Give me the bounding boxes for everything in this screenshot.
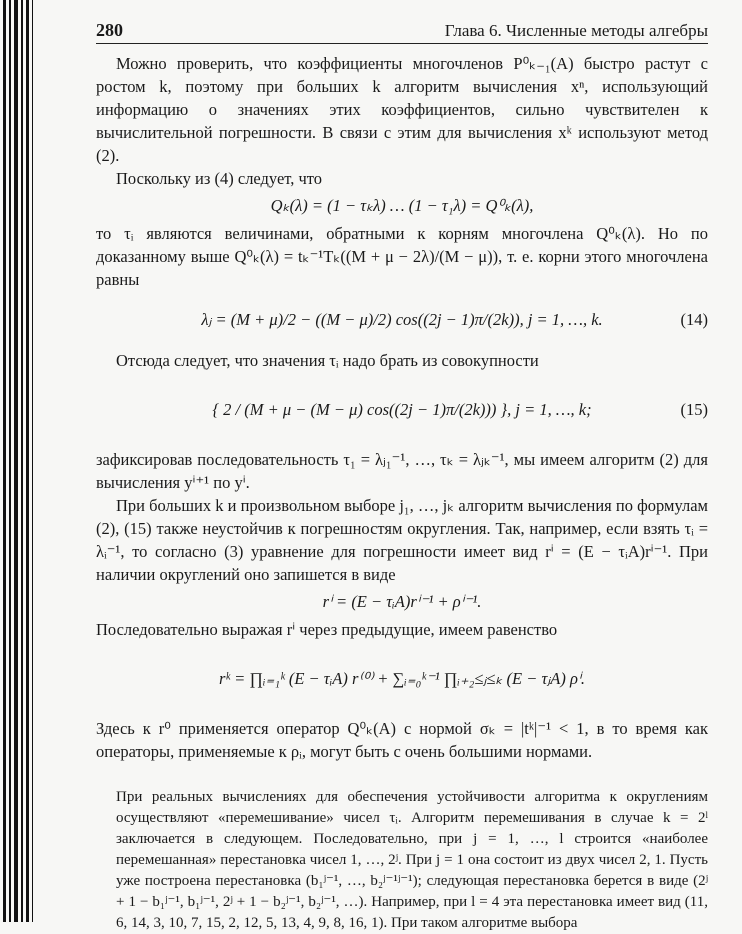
equation-rk: rᵏ = ∏ᵢ₌₁ᵏ (E − τᵢA) r⁽⁰⁾ + ∑ᵢ₌₀ᵏ⁻¹ ∏ᵢ₊₂≤ⱼ≤ₖ (E − τⱼA) ρⁱ. (218, 669, 585, 688)
equation-14 (96, 297, 708, 343)
equation-14-body: λⱼ = (M + μ)/2 − ((M − μ)/2) cos((2j − 1)π/(2k)), j = 1, …, k. (201, 310, 603, 329)
equation-14-tag: (14) (680, 310, 708, 329)
page-number: 280 (96, 20, 123, 40)
equation-r: rⁱ = (E − τᵢA)rⁱ⁻¹ + ρⁱ⁻¹. (322, 592, 482, 611)
equation-15-tag: (15) (680, 400, 708, 419)
paragraph-fix-sequence: зафиксировав последовательность τ₁ = λⱼ₁⁻¹, …, τₖ = λⱼₖ⁻¹, мы имеем алгоритм (2) для вычисления yⁱ⁺¹ по yⁱ. (96, 450, 708, 492)
equation-q: Qₖ(λ) = (1 − τₖλ) … (1 − τ₁λ) = Q⁰ₖ(λ), (270, 196, 534, 215)
paragraph-expressing: Последовательно выражая rⁱ через предыдущие, имеем равенство (96, 620, 558, 639)
running-header (96, 20, 708, 44)
paragraph-since: Поскольку из (4) следует, что (116, 169, 323, 188)
chapter-title: Глава 6. Численные методы алгебры (444, 21, 708, 40)
equation-15 (96, 378, 708, 442)
paragraph-tau-set: Отсюда следует, что значения τᵢ надо брать из совокупности (116, 351, 539, 370)
paragraph-coefficients: Можно проверить, что коэффициенты многочленов P⁰ₖ₋₁(A) быстро растут с ростом k, поэтому при больших k алгоритм вычисления xⁿ, использующий информацию о значениях этих коэффициентов, сильно чувствителен к вычислительной погрешности. В связи с этим для вычисления xᵏ используют метод (2). (96, 54, 708, 165)
equation-15-body: { 2 / (M + μ − (M − μ) cos((2j − 1)π/(2k))) }, j = 1, …, k; (212, 400, 592, 419)
page (96, 20, 708, 934)
book-spine-shadow (0, 0, 40, 922)
paragraph-operator: Здесь к r⁰ применяется оператор Q⁰ₖ(A) с нормой σₖ = |tᵏ|⁻¹ < 1, в то время как операторы, применяемые к ρᵢ, могут быть с очень большими нормами. (96, 719, 708, 761)
note-shuffling: При реальных вычислениях для обеспечения устойчивости алгоритма к округлениям осуществляют «перемешивание» чисел τᵢ. Алгоритм перемешивания в случае k = 2ˡ заключается в следующем. Последовательно, при j = 1, …, l строится «наиболее перемешанная» перестановка чисел 1, …, 2ʲ. При j = 1 она состоит из двух чисел 2, 1. Пусть уже построена перестановка (b₁ʲ⁻¹, …, b₂ʲ⁻¹ʲ⁻¹); следующая перестановка берется в виде (2ʲ + 1 − b₁ʲ⁻¹, b₁ʲ⁻¹, 2ʲ + 1 − b₂ʲ⁻¹, b₂ʲ⁻¹, …). Например, при l = 4 эта перестановка имеет вид (11, 6, 14, 3, 10, 7, 15, 2, 12, 5, 13, 4, 9, 8, 16, 1). При таком алгоритме выбора (116, 789, 708, 931)
paragraph-unstable: При больших k и произвольном выборе j₁, …, jₖ алгоритм вычисления по формулам (2), (15) также неустойчив к погрешностям округления. Так, например, если взять τᵢ = λᵢ⁻¹, то согласно (3) уравнение для погрешности имеет вид rⁱ = (E − τᵢA)rⁱ⁻¹. При наличии округлений оно запишется в виде (96, 496, 708, 584)
paragraph-tau-roots: то τᵢ являются величинами, обратными к корням многочлена Q⁰ₖ(λ). Но по доказанному выше Q⁰ₖ(λ) = tₖ⁻¹Tₖ((M + μ − 2λ)/(M − μ)), т. е. корни этого многочлена равны (96, 224, 708, 289)
